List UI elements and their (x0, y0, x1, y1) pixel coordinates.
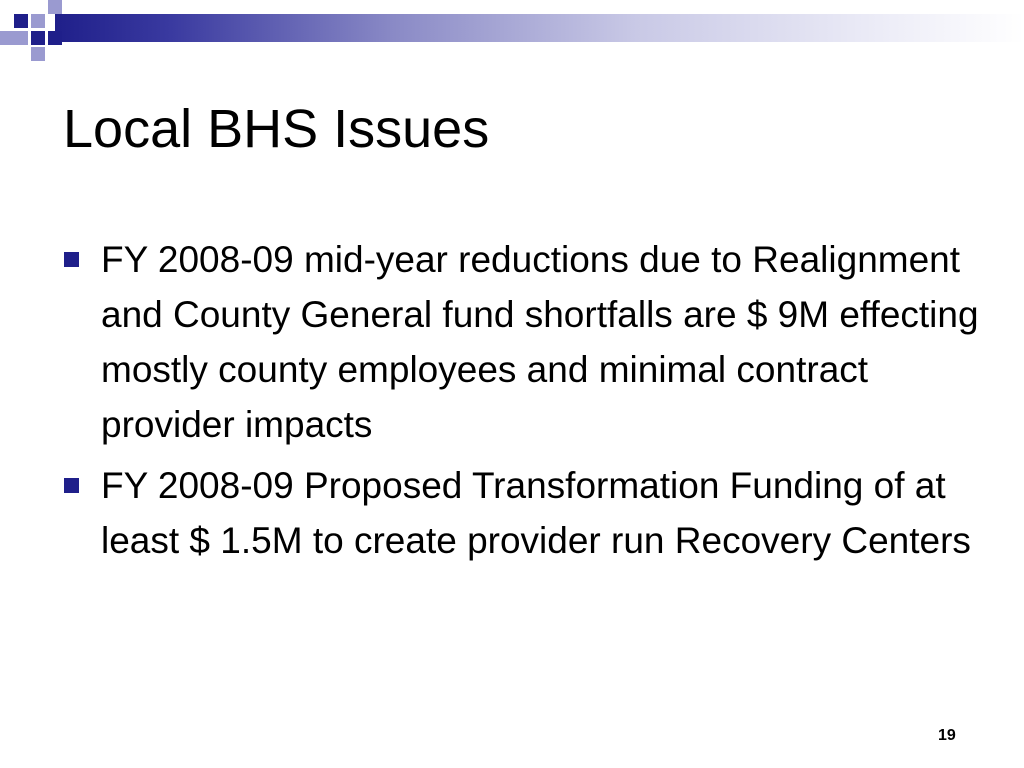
bullet-item (63, 458, 983, 568)
bullet-item (63, 232, 983, 452)
slide-title: Local BHS Issues (63, 99, 490, 159)
header-square-decoration (14, 14, 28, 28)
header-square-decoration (31, 47, 45, 61)
bullet-text: FY 2008-09 Proposed Transformation Funding of at least $ 1.5M to create provider run Recovery Centers (101, 465, 971, 561)
header-square-decoration (0, 31, 14, 45)
square-bullet-icon (64, 478, 79, 493)
header-square-decoration (48, 31, 62, 45)
header-gradient-band (55, 14, 1024, 42)
square-bullet-icon (64, 252, 79, 267)
bullet-list (63, 232, 983, 574)
header-square-decoration (48, 0, 62, 14)
header-square-decoration (31, 14, 45, 28)
header-square-decoration (14, 31, 28, 45)
bullet-text: FY 2008-09 mid-year reductions due to Realignment and County General fund shortfalls are $ 9M effecting mostly county employees and minimal contract provider impacts (101, 239, 979, 445)
page-number: 19 (938, 727, 956, 744)
header-square-decoration (31, 31, 45, 45)
